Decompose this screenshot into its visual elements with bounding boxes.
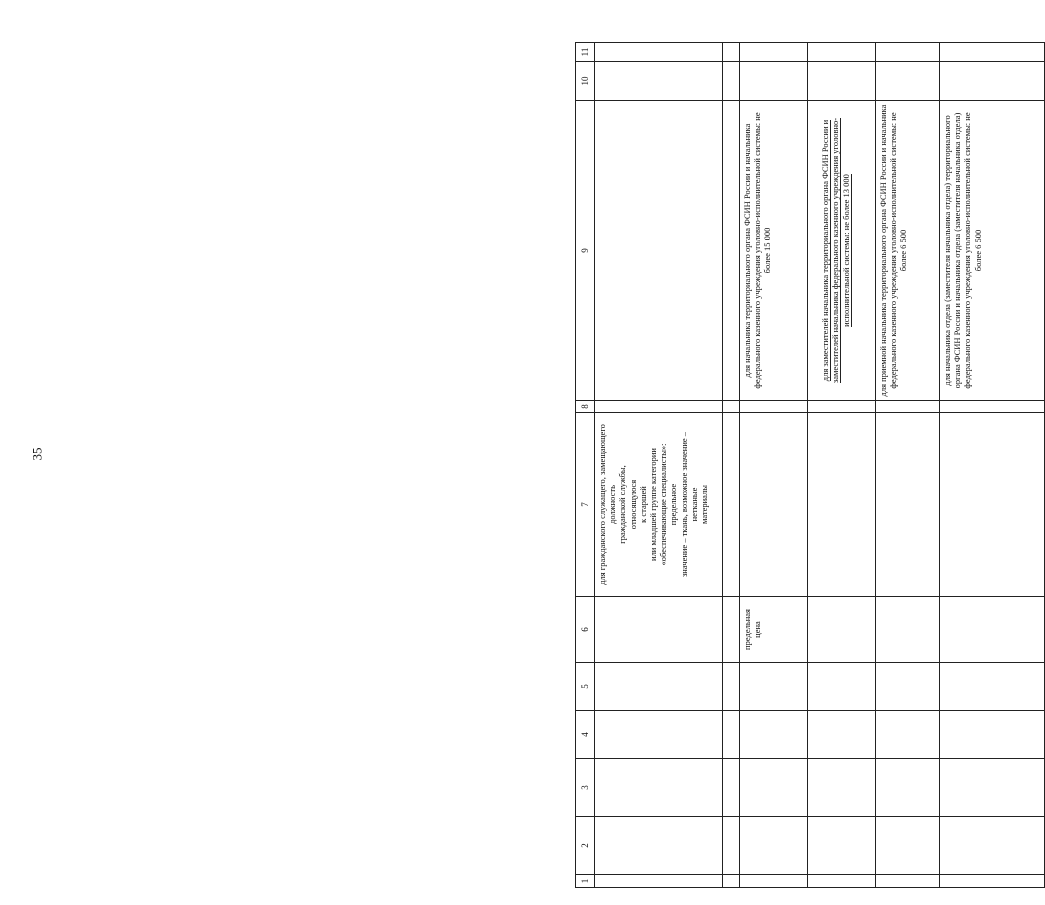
row-2-col6 <box>808 597 876 663</box>
row-main-col7: для гражданского служащего, замещающего должность гражданской службы, относящуюся к старшей или младшей группе категории «обеспечивающие специалисты»: предельное значение – ткань, возможное значение – нетканые материалы <box>595 413 723 597</box>
col-header-5: 5 <box>576 663 595 711</box>
table-row <box>940 43 1045 888</box>
table-row <box>876 43 940 888</box>
col-header-9: 9 <box>576 101 595 401</box>
column-number-row <box>576 43 595 888</box>
page-number: 35 <box>29 447 45 461</box>
table-row-gap <box>723 43 740 888</box>
spec-table <box>575 42 1045 888</box>
col-header-2: 2 <box>576 817 595 875</box>
table-row <box>740 43 808 888</box>
row-4-col9: для начальника отдела (заместителя начальника отдела) территориального органа ФСИН России и начальника отдела (заместителя начальника отдела) федерального казенного учреждения уголовно-исполнительной системы: не более 6 500 <box>940 101 1045 401</box>
row-2-col9 <box>808 101 876 401</box>
col-header-6: 6 <box>576 597 595 663</box>
col-header-1: 1 <box>576 875 595 888</box>
row-3-col6 <box>876 597 940 663</box>
row-1-col9: для начальника территориального органа ФСИН России и начальника федерального казенного учреждения уголовно-исполнительной системы: не более 15 000 <box>740 101 808 401</box>
row-4-col6 <box>940 597 1045 663</box>
row-3-col9: для приемной начальника территориального органа ФСИН России и начальника федерального казенного учреждения уголовно-исполнительной системы: не более 6 500 <box>876 101 940 401</box>
col-header-4: 4 <box>576 711 595 759</box>
col-header-7: 7 <box>576 413 595 597</box>
document-sheet <box>575 43 1045 888</box>
col-header-8: 8 <box>576 401 595 413</box>
table-row <box>808 43 876 888</box>
col-header-10: 10 <box>576 62 595 101</box>
table-row-main <box>595 43 723 888</box>
col-header-11: 11 <box>576 43 595 62</box>
col-header-3: 3 <box>576 759 595 817</box>
row-2-col9-text: для заместителей начальника территориального органа ФСИН России и заместителей начальника федерального казенного учреждения уголовно-исполнительной системы: не более 13 000 <box>820 117 851 384</box>
row-1-col6: предельная цена <box>740 597 808 663</box>
